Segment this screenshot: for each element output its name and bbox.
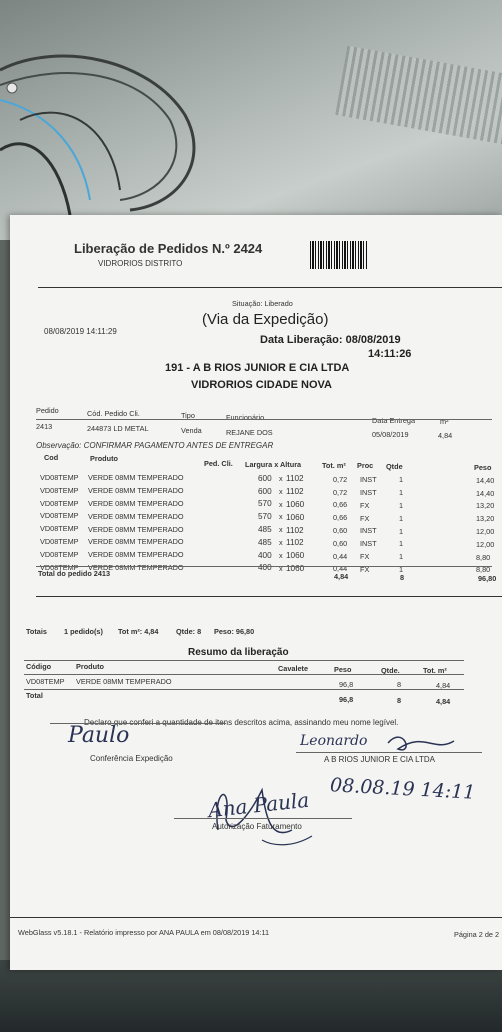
header-produto: Produto [90, 454, 118, 463]
item-qtde: 1 [399, 552, 404, 562]
label-m2: m² [440, 417, 449, 426]
cliente-label: A B RIOS JUNIOR E CIA LTDA [324, 755, 435, 764]
obra-name: VIDRORIOS CIDADE NOVA [191, 379, 332, 391]
item-times-sign: x [279, 474, 283, 484]
item-altura: 1102 [286, 525, 304, 535]
resumo-total-peso: 96,8 [339, 695, 354, 704]
item-cod: VD08TEMP [40, 473, 79, 482]
divider [36, 596, 502, 597]
footer-divider [10, 917, 502, 918]
item-produto: VERDE 08MM TEMPERADO [88, 486, 184, 496]
item-times-sign: x [279, 538, 283, 548]
item-qtde: 1 [399, 488, 404, 498]
divider [36, 566, 492, 567]
resumo-header-codigo: Código [26, 662, 52, 671]
item-qtde: 1 [399, 539, 404, 549]
item-altura: 1060 [286, 500, 305, 509]
signature-cliente: Leonardo [300, 733, 368, 749]
m2-value: 4,84 [438, 431, 453, 440]
declaracao-text: Declaro que conferi a quantidade de itens descritos acima, assinando meu nome legível. [84, 718, 399, 727]
item-times-sign: x [279, 512, 283, 522]
item-peso: 13,20 [476, 501, 495, 511]
item-times-sign: x [279, 550, 283, 560]
signature-autorizacao: Ana Paula [207, 787, 311, 823]
item-proc: FX [360, 564, 370, 574]
signature-flourish [384, 725, 464, 755]
item-largura: 485 [258, 524, 272, 534]
totais-label: Totais [26, 627, 47, 636]
signature-line [296, 752, 482, 753]
header-tot-m2: Tot. m² [322, 461, 346, 470]
totais-pedidos: 1 pedido(s) [64, 627, 103, 636]
cod-pedido-cli-value: 244873 LD METAL [87, 424, 149, 433]
total-qtde: 8 [400, 573, 405, 582]
item-m2: 0,44 [333, 551, 348, 561]
situacao: Situação: Liberado [232, 299, 293, 308]
item-largura: 600 [258, 486, 272, 496]
resumo-qtde: 8 [397, 680, 402, 689]
company-name: VIDRORIOS DISTRITO [98, 259, 183, 268]
total-peso: 96,80 [478, 574, 497, 583]
resumo-header-produto: Produto [76, 662, 104, 671]
item-times-sign: x [279, 499, 283, 509]
autorizacao-label: Autorização Faturamento [212, 822, 302, 831]
resumo-codigo: VD08TEMP [26, 677, 65, 686]
item-cod: VD08TEMP [40, 537, 79, 546]
totais-peso: Peso: 96,80 [214, 627, 255, 636]
label-data-entrega: Data Entrega [372, 416, 415, 425]
header-qtde: Qtde [386, 462, 403, 471]
item-altura: 1060 [286, 551, 305, 561]
item-m2: 0,60 [333, 525, 348, 535]
item-cod: VD08TEMP [40, 511, 79, 521]
item-proc: FX [360, 513, 370, 523]
item-qtde: 1 [399, 565, 404, 575]
resumo-header-qtde: Qtde. [381, 666, 400, 675]
item-largura: 400 [258, 563, 272, 573]
item-proc: FX [360, 500, 370, 510]
item-proc: INST [360, 526, 377, 536]
item-largura: 600 [258, 473, 272, 483]
label-cod-pedido-cli: Cód. Pedido Cli. [87, 409, 140, 418]
divider [24, 689, 464, 690]
data-liberacao: Data Liberação: 08/08/2019 [260, 334, 401, 346]
observacao: Observação: CONFIRMAR PAGAMENTO ANTES DE ENTREGAR [36, 441, 274, 450]
item-peso: 14,40 [476, 475, 495, 485]
handwritten-date: 08.08.19 14:11 [329, 774, 476, 804]
item-times-sign: x [279, 486, 283, 496]
item-produto: VERDE 08MM TEMPERADO [88, 473, 184, 483]
conferencia-label: Conferência Expedição [90, 754, 173, 763]
barcode [310, 241, 368, 269]
item-cod: VD08TEMP [40, 562, 79, 572]
via-expedicao: (Via da Expedição) [202, 311, 329, 328]
tipo-value: Venda [181, 426, 202, 435]
label-funcionario: Funcionário [226, 413, 265, 422]
header-cod: Cod [44, 453, 59, 462]
footer-left: WebGlass v5.18.1 - Relatório impresso por ANA PAULA em 08/08/2019 14:11 [18, 928, 270, 937]
resumo-total-tot-m2: 4,84 [436, 697, 451, 706]
item-qtde: 1 [399, 501, 404, 511]
header-proc: Proc [357, 461, 374, 470]
resumo-total-qtde: 8 [397, 696, 402, 705]
item-m2: 0,66 [333, 500, 348, 510]
item-altura: 1102 [286, 487, 304, 497]
total-m2: 4,84 [334, 572, 349, 581]
item-altura: 1060 [286, 564, 305, 573]
cliente-name: 191 - A B RIOS JUNIOR E CIA LTDA [165, 362, 350, 374]
document-title: Liberação de Pedidos N.º 2424 [74, 241, 263, 256]
hora-liberacao: 14:11:26 [368, 348, 412, 360]
print-datetime: 08/08/2019 14:11:29 [44, 327, 117, 336]
item-qtde: 1 [399, 513, 404, 523]
item-largura: 570 [258, 512, 272, 522]
signature-line [50, 723, 226, 724]
item-m2: 0,66 [333, 513, 348, 523]
item-times-sign: x [279, 563, 283, 573]
divider [36, 419, 492, 420]
document-page [10, 215, 502, 970]
item-m2: 0,44 [333, 564, 348, 574]
item-largura: 570 [258, 499, 272, 509]
item-produto: VERDE 08MM TEMPERADO [88, 550, 184, 560]
funcionario-value: REJANE DOS [226, 428, 273, 437]
item-proc: INST [360, 487, 377, 497]
item-cod: VD08TEMP [40, 485, 79, 495]
pedido-value: 2413 [36, 422, 53, 431]
data-entrega-value: 05/08/2019 [372, 430, 409, 439]
item-cod: VD08TEMP [40, 549, 79, 559]
resumo-header-peso: Peso [334, 665, 352, 674]
item-qtde: 1 [399, 526, 404, 536]
totais-m2: Tot m²: 4,84 [118, 627, 159, 636]
item-altura: 1102 [286, 538, 304, 548]
divider [24, 674, 464, 675]
item-proc: INST [360, 539, 377, 549]
item-peso: 14,40 [476, 488, 495, 498]
item-m2: 0,60 [333, 538, 348, 548]
header-largura-altura: Largura x Altura [245, 460, 302, 469]
header-peso: Peso [474, 463, 492, 472]
header-ped-cli: Ped. Cli. [204, 459, 233, 468]
item-produto: VERDE 08MM TEMPERADO [88, 537, 184, 547]
divider [38, 287, 502, 288]
item-produto: VERDE 08MM TEMPERADO [88, 524, 184, 534]
resumo-peso: 96,8 [339, 680, 354, 689]
divider [24, 660, 464, 661]
item-produto: VERDE 08MM TEMPERADO [88, 562, 184, 572]
item-peso: 13,20 [476, 514, 495, 524]
photo-background-bottom [0, 960, 502, 1032]
item-peso: 8,80 [476, 552, 491, 562]
item-largura: 400 [258, 550, 272, 560]
item-proc: INST [360, 475, 377, 485]
item-cod: VD08TEMP [40, 498, 79, 508]
signature-line [174, 818, 352, 819]
item-proc: FX [360, 551, 370, 561]
totais-qtde: Qtde: 8 [176, 627, 202, 636]
resumo-tot-m2: 4,84 [436, 681, 451, 690]
resumo-total-label: Total [26, 691, 43, 700]
resumo-title: Resumo da liberação [188, 647, 289, 658]
signature-conferencia: Paulo [68, 723, 130, 748]
item-altura: 1060 [286, 512, 305, 522]
item-produto: VERDE 08MM TEMPERADO [88, 511, 184, 521]
resumo-header-cavalete: Cavalete [278, 664, 309, 673]
item-largura: 485 [258, 537, 272, 547]
resumo-produto: VERDE 08MM TEMPERADO [76, 677, 172, 686]
item-qtde: 1 [399, 475, 404, 485]
label-tipo: Tipo [181, 411, 195, 420]
label-pedido: Pedido [36, 406, 59, 415]
item-peso: 8,80 [476, 565, 491, 575]
item-produto: VERDE 08MM TEMPERADO [88, 498, 184, 508]
item-peso: 12,00 [476, 539, 495, 549]
item-m2: 0,72 [333, 474, 348, 484]
cable-shape [0, 0, 260, 240]
item-m2: 0,72 [333, 487, 348, 497]
total-pedido-label: Total do pedido 2413 [38, 569, 111, 578]
signature-autorizacao-strokes [202, 770, 332, 850]
item-altura: 1102 [286, 474, 304, 484]
item-peso: 12,00 [476, 527, 495, 536]
resumo-header-tot-m2: Tot. m² [423, 666, 447, 675]
item-times-sign: x [279, 525, 283, 535]
item-cod: VD08TEMP [40, 524, 79, 534]
footer-page: Página 2 de 2 [454, 930, 500, 939]
